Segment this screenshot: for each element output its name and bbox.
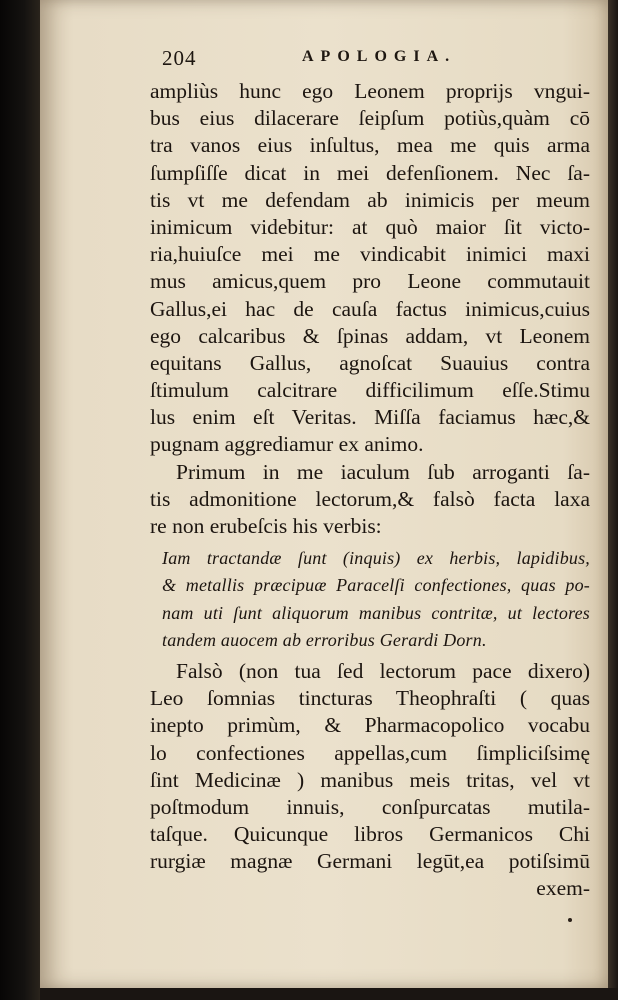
text-line: ſtimulum calcitrare difficilimum eſſe.Stimu <box>150 378 590 403</box>
paragraph-first-line: Primum in me iaculum ſub arroganti ſa- <box>176 459 590 484</box>
text-line: inimicum videbitur: at quò maior ſit victo- <box>150 214 590 239</box>
quote-line: & metallis præcipuæ Paracelſi confectiones, quas po- <box>162 575 590 596</box>
page-number: 204 <box>162 46 197 70</box>
text-line: tra vanos eius inſultus, mea me quis arma <box>150 133 590 158</box>
catchword: exem- <box>536 876 590 901</box>
italic-quotation <box>162 545 590 654</box>
text-line: taſque. Quicunque libros Germanicos Chi <box>150 822 590 847</box>
text-line: pugnam aggrediamur ex animo. <box>150 432 424 457</box>
quote-line: Iam tractandæ ſunt (inquis) ex herbis, lapidibus, <box>162 548 590 569</box>
quote-line: tandem auocem ab erroribus Gerardi Dorn. <box>162 629 487 650</box>
text-line: bus eius dilacerare ſeipſum potiùs,quàm cō <box>150 106 590 131</box>
text-line: rurgiæ magnæ Germani legūt,ea potiſsimū <box>150 849 590 874</box>
paragraph-first-line: Falsò (non tua ſed lectorum pace dixero) <box>176 658 590 683</box>
book-spine-shadow <box>0 0 40 1000</box>
text-line: ria,huiuſce mei me vindicabit inimici maxi <box>150 242 590 267</box>
running-head: APOLOGIA. <box>302 48 457 65</box>
quote-line: nam uti ſunt aliquorum manibus contritæ, ut lectores <box>162 602 590 623</box>
text-line: Gallus,ei hac de cauſa factus inimicus,cuius <box>150 296 590 321</box>
page-edge <box>608 0 618 1000</box>
text-line: lus enim eſt Veritas. Miſſa faciamus hæc,& <box>150 405 590 430</box>
text-line: ampliùs hunc ego Leonem proprijs vngui- <box>150 79 590 103</box>
text-line: ſint Medicinæ ) manibus meis tritas, vel vt <box>150 767 590 792</box>
text-line: mus amicus,quem pro Leone commutauit <box>150 269 590 294</box>
text-line: poſtmodum innuis, conſpurcatas mutila- <box>150 794 590 819</box>
text-line: inepto primùm, & Pharmacopolico vocabu <box>150 713 590 738</box>
text-line: ego calcaribus & ſpinas addam, vt Leonem <box>150 323 590 348</box>
text-line: lo confectiones appellas,cum ſimpliciſsimę <box>150 740 590 765</box>
text-line: tis admonitione lectorum,& falsò facta laxa <box>150 486 590 511</box>
text-line: ſumpſiſſe dicat in mei defenſionem. Nec ſa- <box>150 160 590 185</box>
text-line: tis vt me defendam ab inimicis per meum <box>150 187 590 212</box>
text-line: equitans Gallus, agnoſcat Suauius contra <box>150 350 590 375</box>
text-line: Leo ſomnias tincturas Theophraſti ( quas <box>150 686 590 711</box>
text-line: re non erubeſcis his verbis: <box>150 514 382 538</box>
body-text <box>150 78 590 903</box>
page-bottom-edge <box>40 988 618 1000</box>
ink-speck <box>568 918 572 922</box>
page-header <box>162 46 582 74</box>
